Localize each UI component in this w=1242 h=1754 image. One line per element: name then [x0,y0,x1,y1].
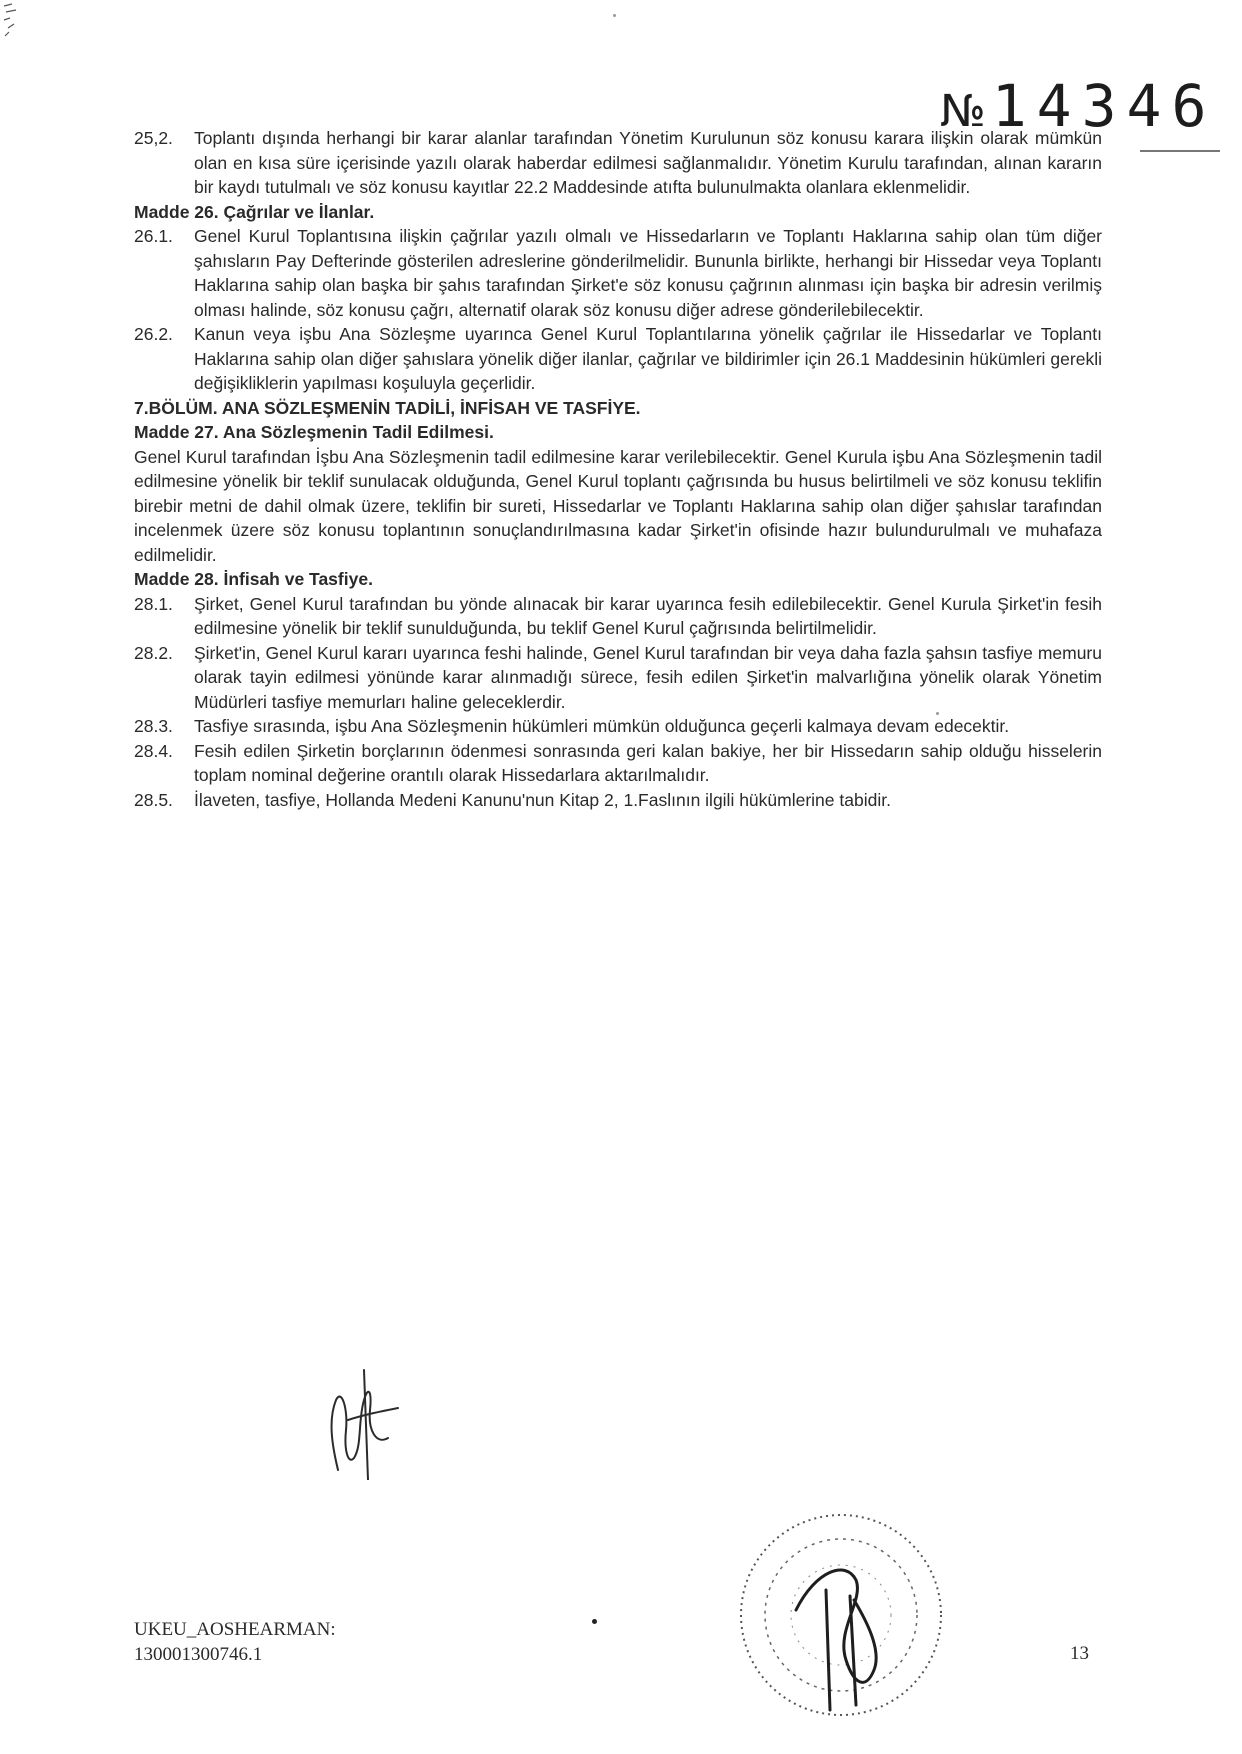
clause-28-1 [134,592,1102,641]
clause-text: Kanun veya işbu Ana Sözleşme uyarınca Genel Kurul Toplantılarına yönelik çağrılar ile Hissedarlar ve Toplantı Haklarına sahip olan diğer şahıslara yönelik diğer ilanlar, çağrılar ve bildirimler için 26.1 Maddesinin hükümleri gerekli değişikliklerin yapılması koşuluyla geçerlidir. [194,324,1102,393]
clause-number: 28.3. [134,716,173,736]
clause-text: İlaveten, tasfiye, Hollanda Medeni Kanunu'nun Kitap 2, 1.Faslının ilgili hükümlerine tabidir. [194,789,891,810]
clause-number: 28.2. [134,642,173,663]
clause-text: Tasfiye sırasında, işbu Ana Sözleşmenin hükümleri mümkün olduğunca geçerli kalmaya devam edecektir. [194,716,1010,736]
article-26-heading: Madde 26. Çağrılar ve İlanlar. [134,201,375,222]
scan-speck [936,712,939,715]
clause-number: 25,2. [134,128,173,148]
document-reference [134,1617,336,1667]
stamp-underline-mark [1140,150,1220,154]
clause-number: 28.5. [134,789,173,810]
clause-number: 26.1. [134,226,173,246]
clause-text: Şirket'in, Genel Kurul kararı uyarınca feshi halinde, Genel Kurul tarafından bir veya daha fazla şahsın tasfiye memuru olarak tayin edilmesi yönünde karar alınmadığı sürece, fesih edilen Şirket'in malvarlığına yönelik olarak Yönetim Müdürleri tasfiye memurları haline geleceklerdir. [194,642,1102,712]
clause-25-2 [134,126,1102,200]
clause-26-2 [134,322,1102,396]
clause-number: 26.2. [134,324,173,344]
clause-text: Genel Kurul Toplantısına ilişkin çağrılar yazılı olmalı ve Hissedarların ve Toplantı Haklarına sahip olan tüm diğer şahısların Pay Defterinde gösterilen adreslerine gönderilmelidir. Bununla birlikte, herhangi bir Hissedar veya Toplantı Haklarına sahip olan başka bir şahıs tarafından Şirket'e söz konusu çağrının alınması için başka bir adresin verilmiş olması halinde, söz konusu çağrı, alternatif olarak söz konusu diğer adrese gönderilebilecektir. [194,226,1102,320]
clause-26-1 [134,224,1102,322]
doc-ref-line-2: 130001300746.1 [134,1644,263,1665]
notary-seal [726,1500,956,1730]
clause-text: Toplantı dışında herhangi bir karar alanlar tarafından Yönetim Kurulunun söz konusu karara ilişkin olarak mümkün olan en kısa süre içerisinde yazılı olarak haberdar edilmesi sağlanmalıdır. Yönetim Kurulu tarafından, alınan kararın bir kaydı tutulmalı ve söz konusu kayıtlar 22.2 Maddesinde atıfta bulunulmakta olanlara eklenmelidir. [194,128,1102,197]
document-body [134,126,1102,812]
scan-corner-mark [2,2,30,46]
article-28-heading: Madde 28. İnfisah ve Tasfiye. [134,569,373,589]
clause-28-2 [134,641,1102,715]
doc-ref-line-1: UKEU_AOSHEARMAN: [134,1619,336,1640]
clause-text: Şirket, Genel Kurul tarafından bu yönde alınacak bir karar uyarınca fesih edilebilecektir. Genel Kurula Şirket'in fesih edilmesine yönelik bir teklif sunulduğunda, bu teklif Genel Kurul çağrısında belirtilmelidir. [194,593,1102,638]
clause-text: Fesih edilen Şirketin borçlarının ödenmesi sonrasında geri kalan bakiye, her bir Hissedarın sahip olduğu hisselerin toplam nominal değerine orantılı olarak Hissedarlara aktarılmalıdır. [194,740,1102,785]
clause-28-4 [134,739,1102,788]
clause-28-5 [134,788,1102,813]
clause-number: 28.1. [134,593,173,614]
clause-number: 28.4. [134,740,173,761]
stamp-number-value: 14346 [991,72,1217,140]
article-27-text: Genel Kurul tarafından İşbu Ana Sözleşmenin tadil edilmesine karar verilebilecektir. Genel Kurula işbu Ana Sözleşmenin tadil edilmesine yönelik bir teklif sunulacak olduğunda, Genel Kurul toplantı çağrısında bu husus belirtilmeli ve söz konusu teklifin birebir metni de dahil olmak üzere, teklifin bir sureti, Hissedarlar ve Toplantı Haklarına sahip olan diğer şahıslar tarafından incelenmek üzere söz konusu toplantının sonuçlandırılmasına kadar Şirket'in ofisinde hazır bulundurulmalı ve muhafaza edilmelidir. [134,446,1102,565]
page-number: 13 [1070,1643,1089,1664]
stray-ink-dot [592,1619,597,1624]
handwritten-signature [318,1350,408,1480]
scan-speck [613,14,616,17]
article-27-heading: Madde 27. Ana Sözleşmenin Tadil Edilmesi. [134,422,494,442]
clause-28-3 [134,714,1102,739]
section-7-heading: 7.BÖLÜM. ANA SÖZLEŞMENİN TADİLİ, İNFİSAH VE TASFİYE. [134,397,641,418]
number-sign: № [940,86,986,137]
